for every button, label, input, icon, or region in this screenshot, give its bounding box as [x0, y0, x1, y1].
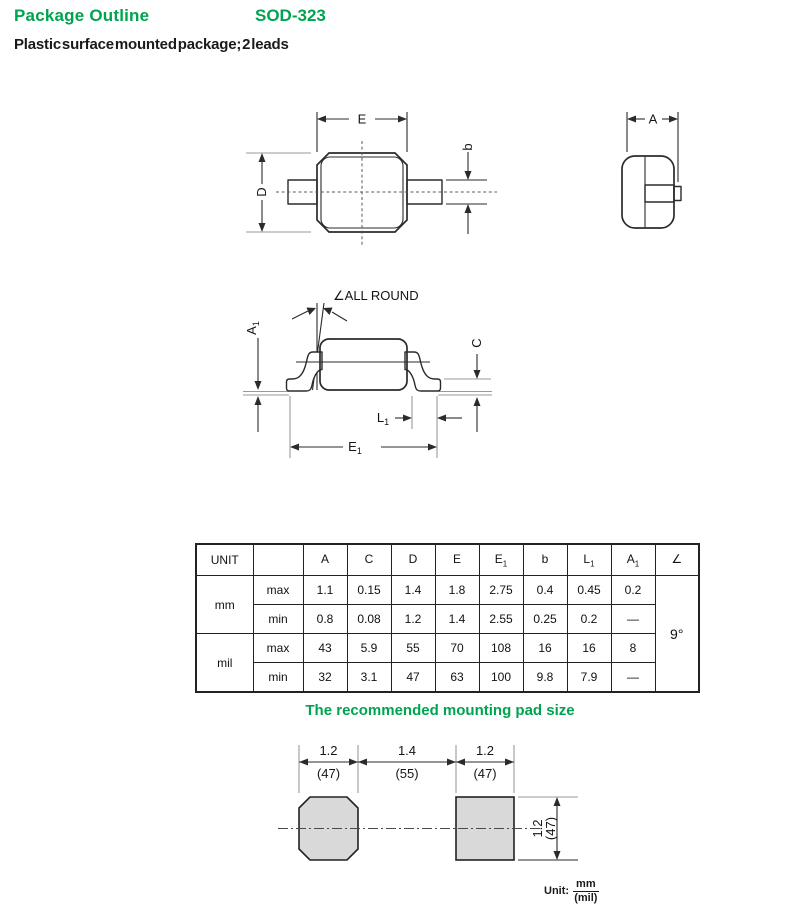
unit-mil-cell: mil: [196, 634, 253, 693]
table-cell: 108: [479, 634, 523, 663]
table-cell: 8: [611, 634, 655, 663]
dimensions-table: [195, 543, 700, 693]
angle-value-cell: 9°: [655, 576, 699, 693]
table-cell: 1.4: [391, 576, 435, 605]
column-header-e: E: [435, 544, 479, 576]
table-row: [196, 663, 699, 693]
table-cell: 7.9: [567, 663, 611, 693]
table-cell: 43: [303, 634, 347, 663]
dim-label-e: E: [357, 111, 367, 127]
table-cell: 0.2: [567, 605, 611, 634]
table-row: [196, 634, 699, 663]
lead-left-top-view: [288, 180, 317, 204]
table-cell: 2.55: [479, 605, 523, 634]
pad-dim-left-mil: (47): [316, 766, 341, 781]
pad-height-dim-mil: (47): [543, 816, 558, 841]
unit-mm-cell: mm: [196, 576, 253, 634]
top-view-drawing: [246, 112, 497, 246]
angle-all-round-label: ∠ALL ROUND: [333, 288, 419, 303]
table-cell: 47: [391, 663, 435, 693]
pad-height-dim-mm: 1.2: [530, 819, 545, 838]
side-view-drawing: [243, 288, 492, 458]
row-label-max: max: [253, 634, 303, 663]
unit-fraction: [573, 878, 599, 904]
table-cell: 32: [303, 663, 347, 693]
dim-label-e1: $E_1$: [348, 439, 362, 456]
pad-dim-gap-mm: 1.4: [397, 743, 417, 758]
table-cell: 0.45: [567, 576, 611, 605]
table-cell: 2.75: [479, 576, 523, 605]
table-cell: 0.08: [347, 605, 391, 634]
dim-label-l1: $L_1$: [376, 410, 390, 427]
column-header-c: C: [347, 544, 391, 576]
column-header-b: b: [523, 544, 567, 576]
table-cell: 0.25: [523, 605, 567, 634]
end-view-drawing: [622, 112, 681, 229]
package-outline-drawing: [0, 88, 798, 468]
lead-end-view: [645, 185, 674, 202]
table-cell: 0.2: [611, 576, 655, 605]
column-header-e1: $E_1$: [479, 544, 523, 576]
column-header-l1: $L_1$: [567, 544, 611, 576]
dim-label-c: C: [469, 338, 484, 348]
table-cell: 1.1: [303, 576, 347, 605]
table-cell: 55: [391, 634, 435, 663]
dim-label-d: D: [254, 187, 269, 197]
table-cell: 0.15: [347, 576, 391, 605]
table-cell: 63: [435, 663, 479, 693]
package-body-side-view: [320, 339, 407, 390]
column-header-a: A: [303, 544, 347, 576]
table-cell: 16: [523, 634, 567, 663]
table-cell: 5.9: [347, 634, 391, 663]
table-cell: 0.4: [523, 576, 567, 605]
row-label-min: min: [253, 663, 303, 693]
column-header-angle: ∠: [655, 544, 699, 576]
table-cell: 1.2: [391, 605, 435, 634]
column-header-a1: $A_1$: [611, 544, 655, 576]
table-cell: 3.1: [347, 663, 391, 693]
pad-dim-right-mm: 1.2: [475, 743, 495, 758]
unit-denominator: (mil): [574, 891, 598, 904]
table-cell: 16: [567, 634, 611, 663]
page-title: Package Outline: [14, 6, 150, 25]
unit-numerator: mm: [573, 878, 599, 892]
column-header-blank: [253, 544, 303, 576]
table-cell: 1.4: [435, 605, 479, 634]
pad-dim-gap-mil: (55): [395, 766, 419, 781]
row-label-max: max: [253, 576, 303, 605]
table-header-row: [196, 544, 699, 576]
dim-label-a1: $A_1$: [244, 321, 261, 335]
mounting-pad-heading: The recommended mounting pad size: [305, 702, 575, 719]
mounting-pad-drawing: [0, 733, 798, 908]
table-row: [196, 605, 699, 634]
package-name: SOD-323: [255, 6, 326, 25]
unit-label: Unit:: [544, 885, 570, 898]
pad-dim-right-mil: (47): [473, 766, 497, 781]
dim-label-a: A: [648, 111, 658, 127]
table-cell: 0.8: [303, 605, 347, 634]
column-header-d: D: [391, 544, 435, 576]
unit-note: [544, 878, 599, 904]
column-header-unit: UNIT: [196, 544, 253, 576]
page-subtitle: Plastic surface mounted package; 2 leads: [14, 36, 289, 53]
lead-tip-end-view: [674, 187, 681, 201]
table-cell: 1.8: [435, 576, 479, 605]
lead-right-side-view: [405, 352, 441, 391]
table-cell: 100: [479, 663, 523, 693]
table-cell: —: [611, 663, 655, 693]
pad-dim-left-mm: 1.2: [319, 743, 338, 758]
table-cell: 70: [435, 634, 479, 663]
table-cell: —: [611, 605, 655, 634]
row-label-min: min: [253, 605, 303, 634]
table-cell: 9.8: [523, 663, 567, 693]
dim-label-b: b: [460, 143, 475, 151]
table-row: [196, 576, 699, 605]
